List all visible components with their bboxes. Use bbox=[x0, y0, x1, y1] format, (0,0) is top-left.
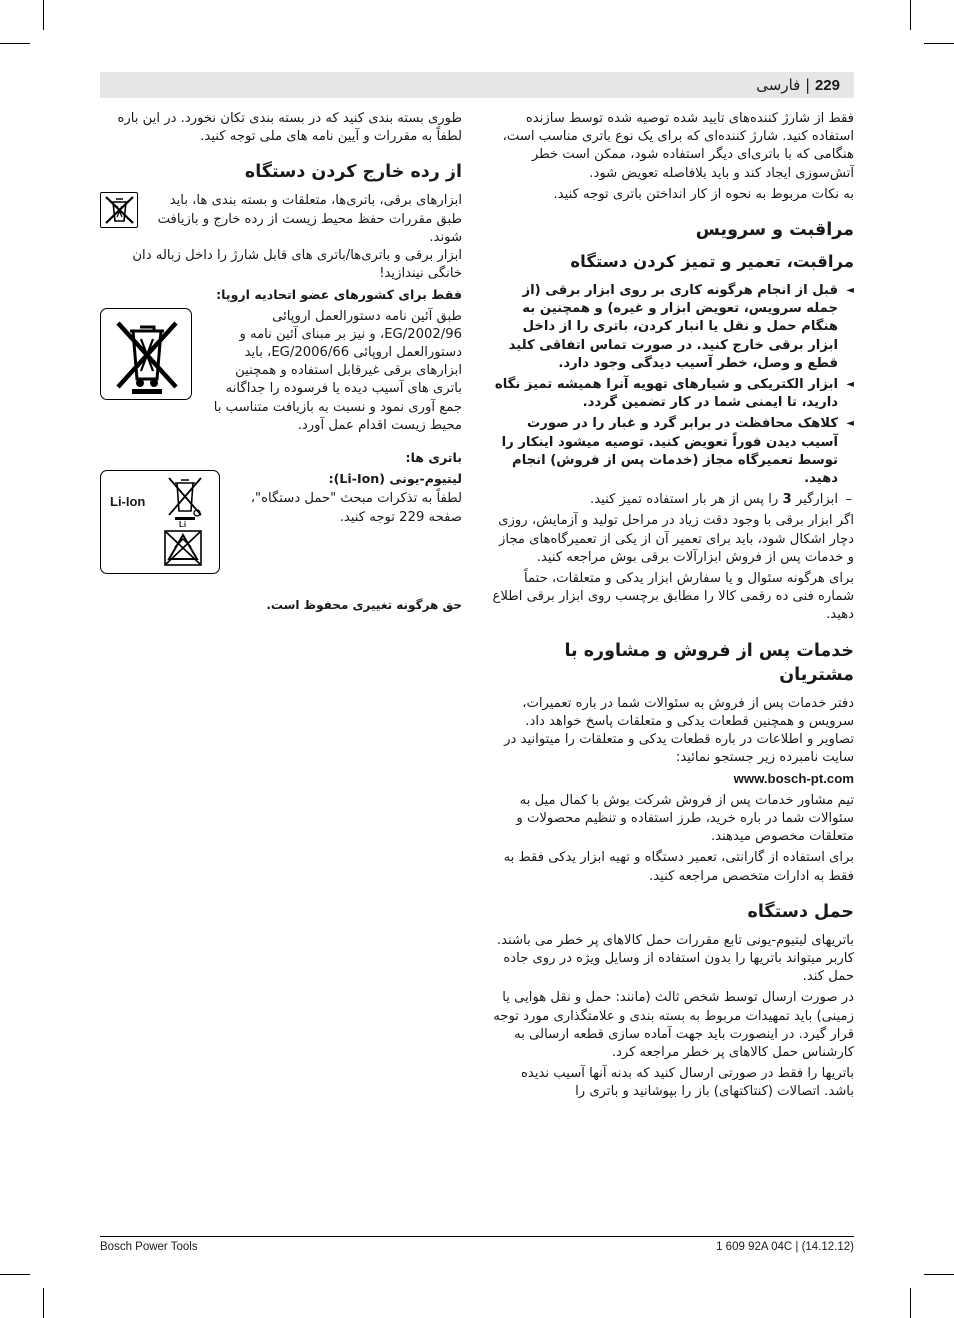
liion-row bbox=[100, 470, 462, 574]
battery-recycling-icon bbox=[100, 470, 220, 574]
right-column bbox=[492, 110, 854, 1105]
section-heading: خدمات پس از فروش و مشاوره با مشتریان bbox=[564, 640, 854, 685]
crop-mark bbox=[43, 1288, 44, 1318]
body-paragraph: طبق آئین نامه دستورالعمل اروپائی 2002/96/EG، و نیز بر مبنای آئین نامه و دستورالعمل اروپائی 2006/66/EG، باید ابزارهای برقی غیرقابل استفاده و همچنین باتری های آسیب دیده یا فرسوده را جداگانه جمع آوری نمود و نسبت به بازیافت متناسب با محیط زیست اقدام عمل آورد. bbox=[213, 308, 462, 433]
body-paragraph: برای استفاده از گارانتی، تعمیر دستگاه و تهیه ابزار یدکی فقط به فقط به ادارات متخصص مراجعه کنید. bbox=[503, 850, 854, 884]
warning-bullet: ◄ ابزار الکتریکی و شیارهای تهویه آنرا همیشه تمیز نگاه دارید، تا ایمنی شما در کار تضمین گردد. bbox=[492, 376, 854, 412]
body-paragraph: ابزارهای برقی، باتری‌ها، متعلقات و بسته بندی ها، باید طبق مقررات حفظ محیط زیست از رده خارج و بازیافت شوند. bbox=[157, 193, 462, 245]
section-subheading: مراقبت، تعمیر و تمیز کردن دستگاه bbox=[570, 252, 854, 272]
footer-brand: Bosch Power Tools bbox=[100, 1241, 198, 1253]
liion-text bbox=[230, 470, 462, 527]
body-paragraph: برای هرگونه سئوال و یا سفارش ابزار یدکی و متعلقات، حتماً شماره فنی ده رقمی کالا را مطابق برچسب روی ابزار برقی اطلاع دهید. bbox=[492, 571, 854, 623]
no-household-waste-icon bbox=[100, 192, 138, 228]
crop-mark bbox=[910, 0, 911, 30]
part-number: 3 bbox=[782, 492, 792, 508]
crop-mark bbox=[0, 1274, 30, 1275]
body-paragraph: باتریها را فقط در صورتی ارسال کنید که بدنه آنها آسیب ندیده باشد. اتصالات (کنتاکتهای) باز را بپوشانید و باتری را bbox=[520, 1066, 854, 1100]
section-heading: مراقبت و سرویس bbox=[695, 220, 854, 241]
header-bar bbox=[100, 72, 854, 98]
body-paragraph: دفتر خدمات پس از فروش به سئوالات شما در باره تعمیرات، سرویس و همچنین قطعات یدکی و متعلقات پاسخ خواهد داد. تصاویر و اطلاعات در باره قطعات یدکی و متعلقات را میتوانید در سایت نامبرده زیر جستجو نمائید: bbox=[504, 695, 854, 766]
body-paragraph: در صورت ارسال توسط شخص ثالث (مانند: حمل و نقل هوایی یا زمینی) باید تمهیدات مربوط به بسته بندی و علامتگذاری مورد توجه قرار گیرد. در اینصورت باید جهت آماده سازی قطعه ارسالی به کارشناس حمل کالاهای پر خطر مراجعه کرد. bbox=[493, 990, 854, 1060]
intro-paragraph: به نکات مربوط به نحوه از کار انداختن باتری توجه کنید. bbox=[553, 186, 854, 202]
intro-paragraph: فقط از شارژ کننده‌های تایید شده توصیه شده توسط سازنده استفاده کنید. شارژ کننده‌ای که برای یک نوع باتری مناسب است، هنگامی که با باتری‌ای دیگر استفاده شود، ممکن است خطر آتش‌سوزی ایجاد کند و باید بلافاصله تعویض شود. bbox=[502, 111, 854, 181]
eu-heading: فقط برای کشورهای عضو اتحادیه اروپا: bbox=[216, 287, 462, 303]
change-notice: حق هرگونه تغییری محفوظ است. bbox=[266, 598, 462, 613]
body-paragraph: ابزار برقی و باتری‌ها/باتری های قابل شارژ را داخل زباله دان خانگی نیندازید! bbox=[132, 248, 462, 282]
battery-heading: باتری ها: bbox=[405, 450, 462, 466]
eu-row bbox=[100, 308, 462, 435]
liion-label: Li-Ion bbox=[110, 494, 146, 510]
crop-mark bbox=[0, 43, 30, 44]
body-paragraph: لطفاً به تذکرات مبحث "حمل دستگاه"، صفحه 229 توجه کنید. bbox=[250, 491, 462, 525]
website-link[interactable]: www.bosch-pt.com bbox=[733, 771, 854, 787]
footer-doc-id: 1 609 92A 04C | (14.12.12) bbox=[716, 1241, 854, 1253]
footer-line bbox=[100, 1236, 854, 1237]
crop-mark bbox=[924, 43, 954, 44]
crop-mark bbox=[924, 1274, 954, 1275]
section-heading: از رده خارج کردن دستگاه bbox=[244, 162, 462, 183]
page-header bbox=[756, 76, 840, 94]
warning-bullet: ◄ قبل از انجام هرگونه کاری بر روی ابزار برقی (از جمله سرویس، تعویض ابزار و غیره) و همچنین به هنگام حمل و نقل یا انبار کردن، باتری را از داخل ابزار برقی خارج کنید. در صورت تماس اتفاقی کلید قطع و وصل، خطر آسیب دیدگی وجود دارد. bbox=[492, 282, 854, 373]
liion-heading: لیتیوم-یونی (Li-Ion): bbox=[328, 471, 462, 487]
crop-mark bbox=[43, 0, 44, 30]
disposal-row bbox=[100, 192, 462, 247]
body-paragraph: اگر ابزار برقی با وجود دقت زیاد در مراحل تولید و آزمایش، روزی دچار اشکال شود، باید برای تعمیر آن از یکی از تعمیرگاه‌های مجاز و خدمات پس از فروش ابزارآلات برقی بوش مراجعه کنید. bbox=[498, 513, 854, 565]
body-paragraph: باتریهای لیتیوم-یونی تابع مقررات حمل کالاهای پر خطر می باشند. کاربر میتواند باتریها را بدون استفاده از وسایل ویژه در روی جاده حمل کند. bbox=[496, 932, 854, 985]
li-small-label: Li bbox=[179, 520, 187, 530]
header-language: فارسی bbox=[756, 76, 801, 94]
weee-bin-icon bbox=[100, 308, 192, 400]
section-heading: حمل دستگاه bbox=[747, 901, 854, 922]
header-separator: | bbox=[805, 76, 811, 94]
warning-bullet: ◄ کلاهک محافظت در برابر گرد و غبار را در صورت آسیب دیدن فوراً تعویض کنید. توصیه میشود اینکار را توسط تعمیرگاه مجاز (خدمات پس از فروش) انجام دهید. bbox=[492, 415, 854, 488]
crop-mark bbox=[910, 1288, 911, 1318]
body-paragraph: تیم مشاور خدمات پس از فروش شرکت بوش با کمال میل به سئوالات شما در باره خرید، طرز استفاده و تنظیم محصولات و متعلقات مخصوص میدهند. bbox=[516, 792, 854, 845]
body-paragraph: طوری بسته بندی کنید که در بسته بندی تکان نخورد. در این باره لطفاً به مقررات و آیین نامه های ملی توجه کنید. bbox=[117, 111, 462, 145]
page-number: 229 bbox=[814, 77, 840, 94]
left-column bbox=[100, 110, 462, 617]
dash-item: – ابزارگیر 3 را پس از هر بار استفاده تمیز کنید. bbox=[492, 491, 854, 509]
